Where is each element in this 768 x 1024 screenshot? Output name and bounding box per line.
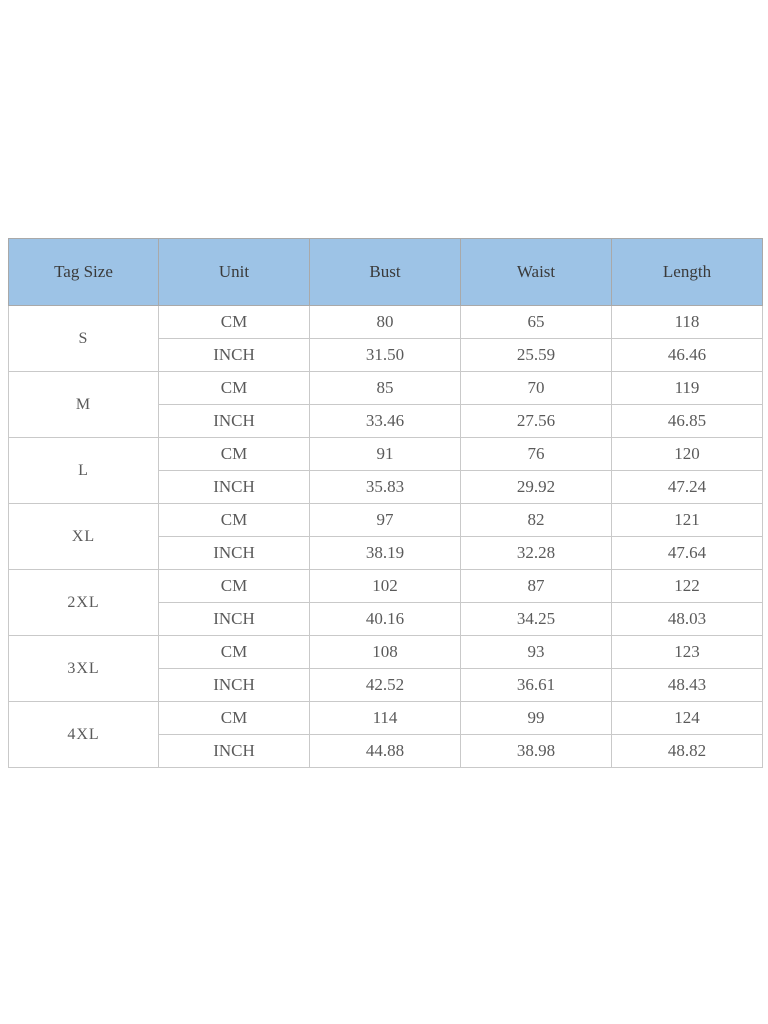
unit-cell: INCH [159,471,310,504]
bust-cell: 114 [310,702,461,735]
unit-cell: CM [159,372,310,405]
header-unit: Unit [159,239,310,306]
bust-cell: 42.52 [310,669,461,702]
waist-cell: 87 [461,570,612,603]
unit-cell: INCH [159,537,310,570]
waist-cell: 25.59 [461,339,612,372]
waist-cell: 34.25 [461,603,612,636]
unit-cell: INCH [159,669,310,702]
unit-cell: CM [159,306,310,339]
length-cell: 118 [612,306,763,339]
bust-cell: 35.83 [310,471,461,504]
table-row [9,504,763,537]
tag-size-cell: 2XL [9,570,159,636]
bust-cell: 44.88 [310,735,461,768]
length-cell: 120 [612,438,763,471]
length-cell: 48.82 [612,735,763,768]
tag-size-cell: 4XL [9,702,159,768]
length-cell: 119 [612,372,763,405]
waist-cell: 99 [461,702,612,735]
bust-cell: 80 [310,306,461,339]
header-tag-size: Tag Size [9,239,159,306]
unit-cell: CM [159,504,310,537]
waist-cell: 36.61 [461,669,612,702]
table-body [9,306,763,768]
length-cell: 46.85 [612,405,763,438]
bust-cell: 91 [310,438,461,471]
unit-cell: INCH [159,339,310,372]
length-cell: 47.24 [612,471,763,504]
header-bust: Bust [310,239,461,306]
unit-cell: CM [159,570,310,603]
unit-cell: INCH [159,405,310,438]
table-row [9,306,763,339]
length-cell: 46.46 [612,339,763,372]
bust-cell: 40.16 [310,603,461,636]
waist-cell: 76 [461,438,612,471]
length-cell: 121 [612,504,763,537]
header-row [9,239,763,306]
tag-size-cell: 3XL [9,636,159,702]
unit-cell: CM [159,636,310,669]
bust-cell: 102 [310,570,461,603]
length-cell: 48.03 [612,603,763,636]
table-row [9,372,763,405]
bust-cell: 108 [310,636,461,669]
waist-cell: 38.98 [461,735,612,768]
tag-size-cell: S [9,306,159,372]
waist-cell: 65 [461,306,612,339]
table-row [9,570,763,603]
waist-cell: 27.56 [461,405,612,438]
length-cell: 124 [612,702,763,735]
waist-cell: 82 [461,504,612,537]
bust-cell: 85 [310,372,461,405]
length-cell: 123 [612,636,763,669]
length-cell: 48.43 [612,669,763,702]
unit-cell: CM [159,438,310,471]
unit-cell: CM [159,702,310,735]
length-cell: 47.64 [612,537,763,570]
header-waist: Waist [461,239,612,306]
tag-size-cell: M [9,372,159,438]
bust-cell: 38.19 [310,537,461,570]
waist-cell: 29.92 [461,471,612,504]
waist-cell: 93 [461,636,612,669]
table-row [9,438,763,471]
header-length: Length [612,239,763,306]
bust-cell: 33.46 [310,405,461,438]
size-chart-table [8,238,763,768]
unit-cell: INCH [159,735,310,768]
waist-cell: 32.28 [461,537,612,570]
table-row [9,636,763,669]
table-row [9,702,763,735]
tag-size-cell: XL [9,504,159,570]
unit-cell: INCH [159,603,310,636]
waist-cell: 70 [461,372,612,405]
tag-size-cell: L [9,438,159,504]
bust-cell: 97 [310,504,461,537]
bust-cell: 31.50 [310,339,461,372]
table-header [9,239,763,306]
length-cell: 122 [612,570,763,603]
